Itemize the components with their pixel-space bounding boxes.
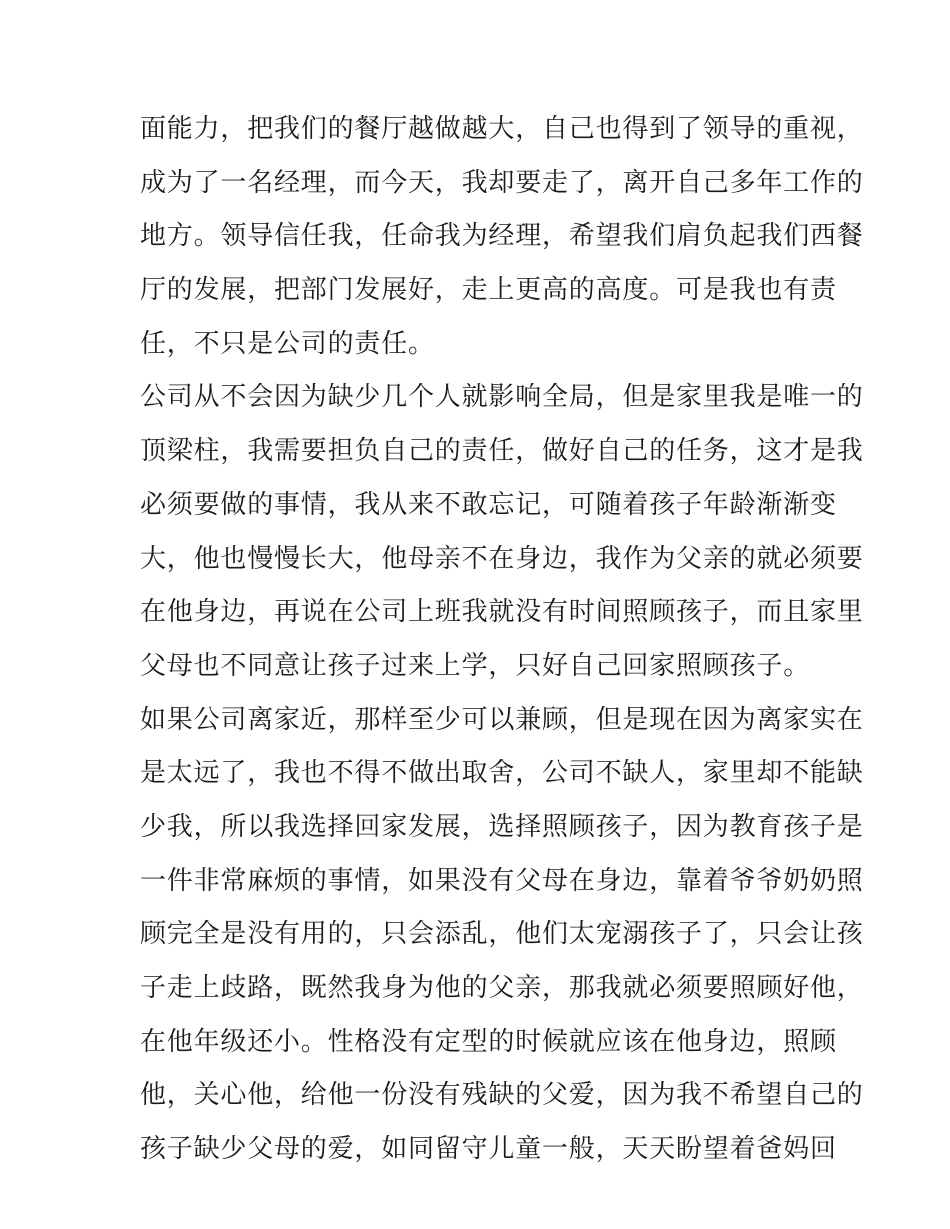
text-line: 大，他也慢慢长大，他母亲不在身边，我作为父亲的就必须要 (140, 543, 864, 574)
text-line: 他，关心他，给他一份没有残缺的父爱，因为我不希望自己的 (140, 1080, 864, 1111)
text-line: 顾完全是没有用的，只会添乱，他们太宠溺孩子了，只会让孩 (140, 919, 864, 950)
text-line: 必须要做的事情，我从来不敢忘记，可随着孩子年龄渐渐变 (140, 489, 837, 520)
text-line: 成为了一名经理，而今天，我却要走了，离开自己多年工作的 (140, 167, 864, 198)
text-line: 公司从不会因为缺少几个人就影响全局，但是家里我是唯一的 (140, 382, 864, 413)
text-line: 任，不只是公司的责任。 (140, 328, 435, 359)
document-body (140, 108, 864, 1182)
text-line: 孩子缺少父母的爱，如同留守儿童一般，天天盼望着爸妈回 (140, 1134, 837, 1165)
text-line: 地方。领导信任我，任命我为经理，希望我们肩负起我们西餐 (140, 221, 864, 252)
text-line: 如果公司离家近，那样至少可以兼顾，但是现在因为离家实在 (140, 704, 864, 735)
text-line: 是太远了，我也不得不做出取舍，公司不缺人，家里却不能缺 (140, 758, 864, 789)
text-line: 少我，所以我选择回家发展，选择照顾孩子，因为教育孩子是 (140, 811, 864, 842)
text-line: 厅的发展，把部门发展好，走上更高的高度。可是我也有责 (140, 275, 837, 306)
text-line: 父母也不同意让孩子过来上学，只好自己回家照顾孩子。 (140, 650, 811, 681)
text-line: 顶梁柱，我需要担负自己的责任，做好自己的任务，这才是我 (140, 436, 864, 467)
text-line: 在他身边，再说在公司上班我就没有时间照顾孩子，而且家里 (140, 597, 864, 628)
text-line: 子走上歧路，既然我身为他的父亲，那我就必须要照顾好他， (140, 973, 864, 1003)
text-line: 在他年级还小。性格没有定型的时候就应该在他身边，照顾 (140, 1026, 837, 1057)
text-line: 面能力，把我们的餐厅越做越大，自己也得到了领导的重视， (140, 114, 864, 144)
text-line: 一件非常麻烦的事情，如果没有父母在身边，靠着爷爷奶奶照 (140, 865, 864, 896)
